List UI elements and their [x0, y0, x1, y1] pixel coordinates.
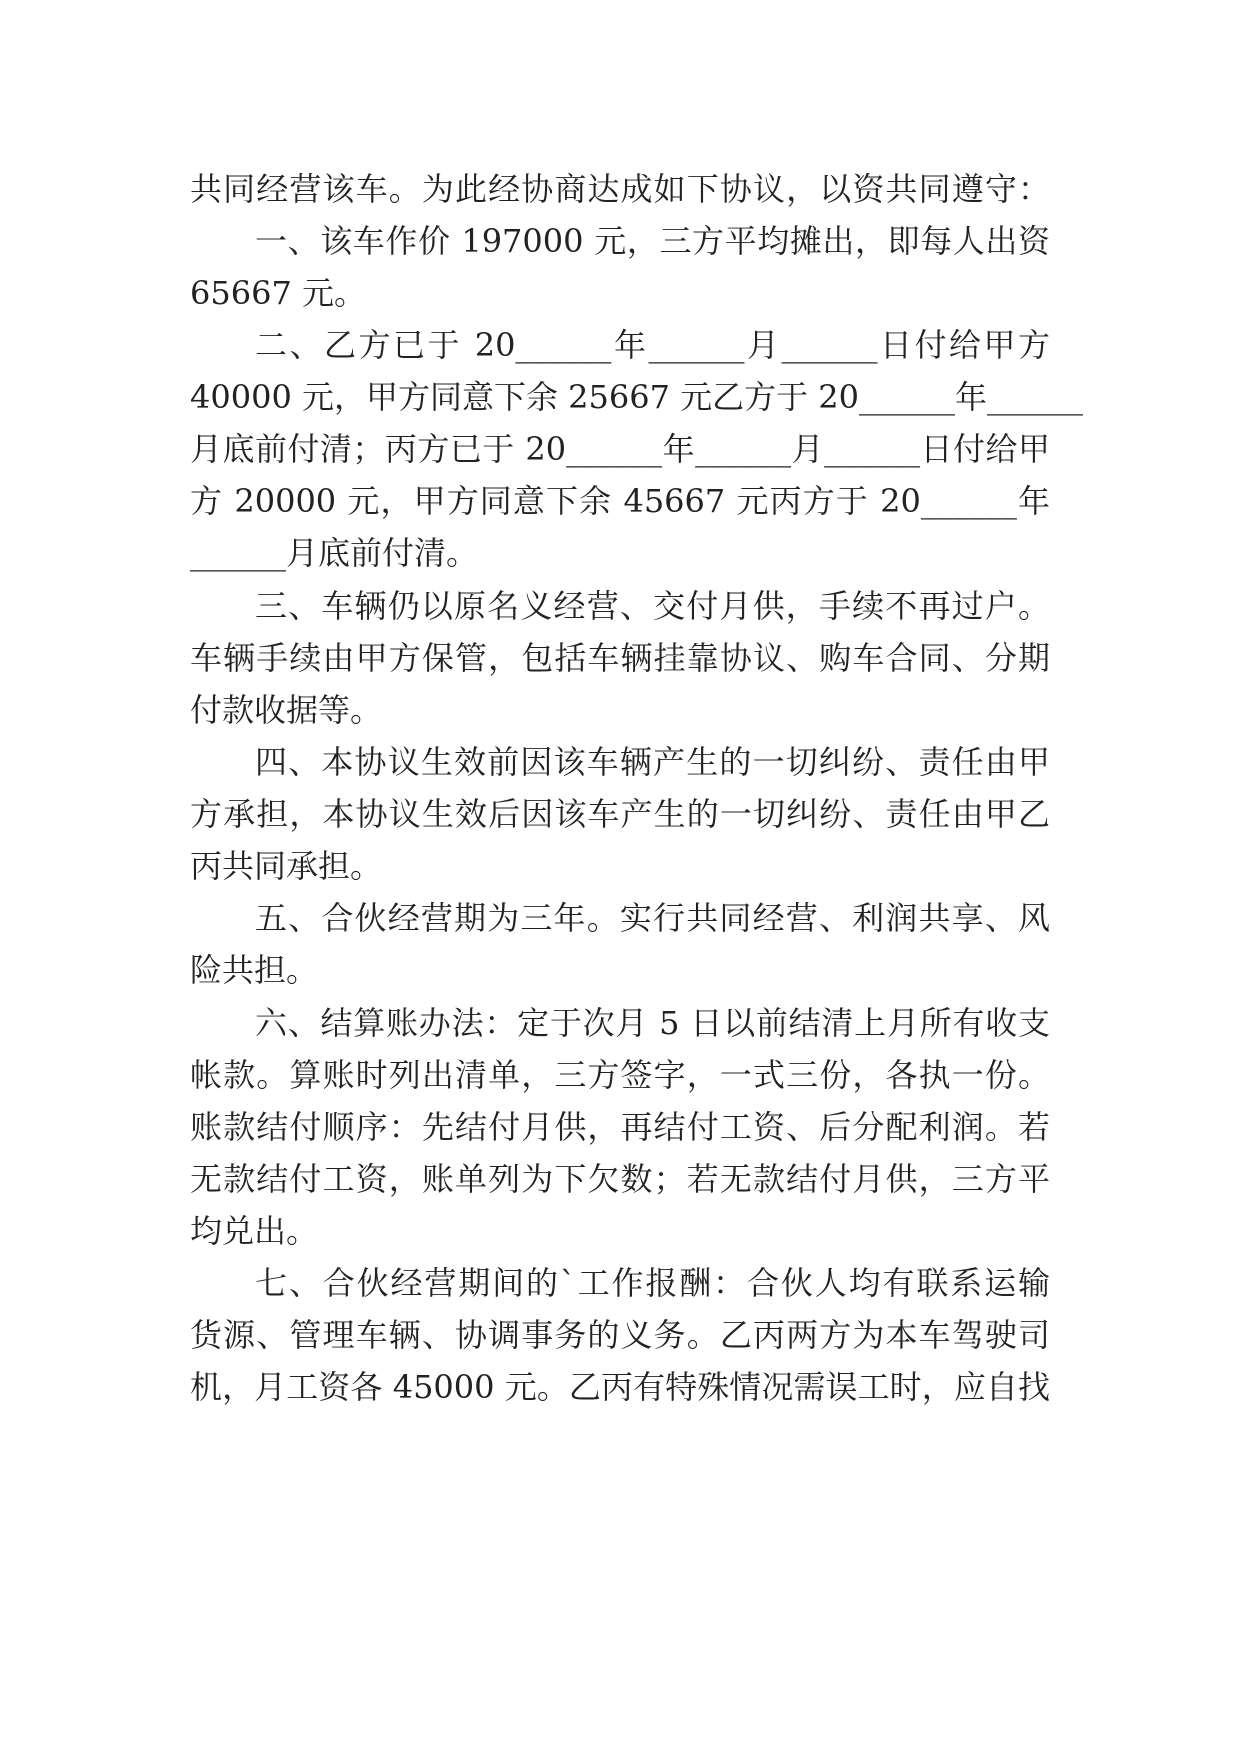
text-line: 险共担。	[190, 951, 319, 989]
text-line: 账款结付顺序：先结付月供，再结付工资、后分配利润。若	[190, 1108, 1050, 1146]
text-line: 机，月工资各 45000 元。乙丙有特殊情况需误工时，应自找	[190, 1368, 1050, 1406]
text-line: 方 20000 元，甲方同意下余 45667 元丙方于 20______年	[190, 482, 1050, 520]
text-line: 40000 元，甲方同意下余 25667 元乙方于 20______年______	[190, 378, 1084, 416]
text-line: 月底前付清；丙方已于 20______年______月______日付给甲	[190, 430, 1050, 468]
text-line: 三、车辆仍以原名义经营、交付月供，手续不再过户。	[255, 587, 1050, 625]
text-line: 五、合伙经营期为三年。实行共同经营、利润共享、风	[255, 899, 1050, 937]
text-line: 货源、管理车辆、协调事务的义务。乙丙两方为本车驾驶司	[190, 1316, 1050, 1354]
text-line: 65667 元。	[190, 274, 366, 312]
text-line: ______月底前付清。	[190, 534, 479, 572]
text-line: 共同经营该车。为此经协商达成如下协议，以资共同遵守：	[190, 170, 1050, 208]
text-line: 帐款。算账时列出清单，三方签字，一式三份，各执一份。	[190, 1056, 1050, 1094]
text-line: 七、合伙经营期间的`工作报酬：合伙人均有联系运输	[255, 1264, 1050, 1302]
text-line: 车辆手续由甲方保管，包括车辆挂靠协议、购车合同、分期	[190, 639, 1050, 677]
text-line: 一、该车作价 197000 元，三方平均摊出，即每人出资	[255, 222, 1050, 260]
text-line: 四、本协议生效前因该车辆产生的一切纠纷、责任由甲	[255, 743, 1050, 781]
text-line: 六、结算账办法：定于次月 5 日以前结清上月所有收支	[255, 1004, 1050, 1042]
text-line: 付款收据等。	[190, 691, 383, 729]
text-line: 丙共同承担。	[190, 847, 383, 885]
text-line: 均兑出。	[190, 1212, 319, 1250]
text-line: 方承担，本协议生效后因该车产生的一切纠纷、责任由甲乙	[190, 795, 1050, 833]
text-line: 二、乙方已于 20______年______月______日付给甲方	[255, 326, 1050, 364]
text-line: 无款结付工资，账单列为下欠数；若无款结付月供，三方平	[190, 1160, 1050, 1198]
